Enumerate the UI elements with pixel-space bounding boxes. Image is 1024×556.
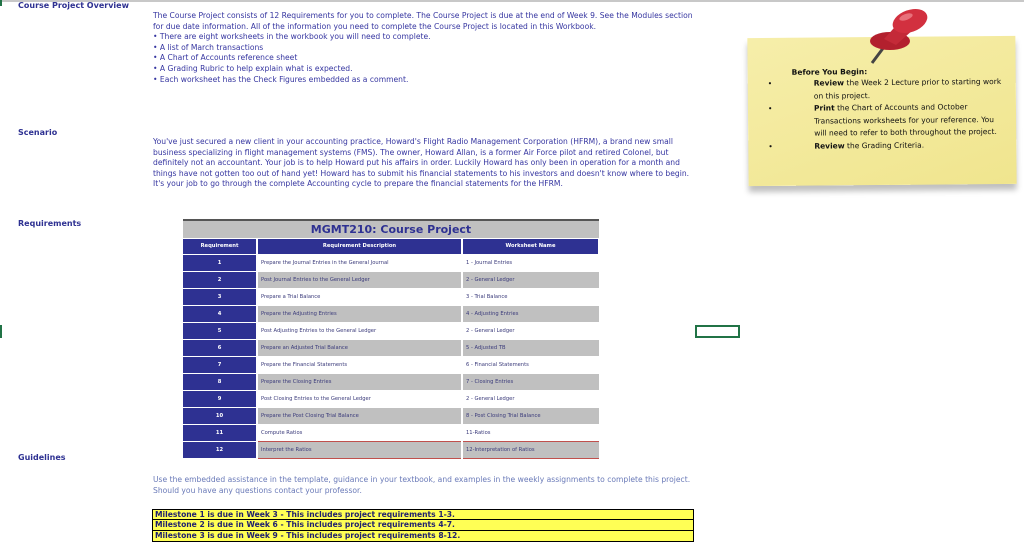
milestone-1[interactable]: Milestone 1 is due in Week 3 - This includes project requirements 1-3.: [153, 510, 693, 520]
requirement-description[interactable]: Prepare the Post Closing Trial Balance: [257, 407, 462, 424]
requirement-number[interactable]: 1: [183, 254, 257, 271]
requirement-number[interactable]: 11: [183, 424, 257, 441]
label-requirements: Requirements: [18, 219, 82, 228]
worksheet-name[interactable]: 6 - Financial Statements: [462, 356, 599, 373]
requirement-description[interactable]: Prepare an Adjusted Trial Balance: [257, 339, 462, 356]
note-item-bold: Review: [814, 140, 845, 151]
note-heading: Before You Begin:: [791, 67, 868, 77]
milestone-2[interactable]: Milestone 2 is due in Week 6 - This includes project requirements 4-7.: [153, 520, 693, 530]
table-row: [183, 271, 599, 288]
grid-top-border: [0, 0, 1024, 2]
requirements-table: [183, 219, 600, 459]
requirement-number[interactable]: 6: [183, 339, 257, 356]
worksheet-name[interactable]: 4 - Adjusting Entries: [462, 305, 599, 322]
requirement-number[interactable]: 3: [183, 288, 257, 305]
note-item-text: the Week 2 Lecture prior to starting work on this project.: [813, 76, 1002, 101]
worksheet-name[interactable]: 3 - Trial Balance: [462, 288, 599, 305]
table-row: [183, 322, 599, 339]
requirement-number[interactable]: 2: [183, 271, 257, 288]
table-row: [183, 305, 599, 322]
worksheet-name[interactable]: 1 - Journal Entries: [462, 254, 599, 271]
scenario-text: You've just secured a new client in your accounting practice, Howard's Flight Radio Management Corporation (HFRM), a brand new small business specializing in flight management systems (FMS). The owner, Howard Allan, is a former Air Force pilot and retired Colonel, but definitely not an accountant. Your job is to help Howard put his affairs in order. Luckily Howard has only been in operation for a month and things have not gotten too out of hand yet! Howard has to submit his financial statements to his investors and doesn't know where to begin. It's your job to go through the complete Accounting cycle to prepare the financial statements for the HFRM.: [153, 137, 690, 189]
requirement-description[interactable]: Compute Ratios: [257, 424, 462, 441]
requirement-description[interactable]: Post Journal Entries to the General Ledger: [257, 271, 462, 288]
overview-bullet: • There are eight worksheets in the workbook you will need to complete.: [153, 32, 698, 43]
requirement-description[interactable]: Interpret the Ratios: [257, 441, 462, 458]
note-item: [768, 76, 1003, 103]
requirement-number[interactable]: 10: [183, 407, 257, 424]
selected-cell[interactable]: [695, 325, 740, 338]
note-item-text: the Grading Criteria.: [844, 140, 925, 150]
label-overview: Course Project Overview: [18, 1, 129, 10]
overview-text: [153, 11, 698, 85]
requirement-number[interactable]: 4: [183, 305, 257, 322]
overview-bullet: • A Chart of Accounts reference sheet: [153, 53, 698, 64]
overview-bullet: • Each worksheet has the Check Figures embedded as a comment.: [153, 75, 698, 86]
label-guidelines: Guidelines: [18, 453, 66, 462]
worksheet-name[interactable]: 2 - General Ledger: [462, 271, 599, 288]
note-item: [768, 138, 1003, 153]
worksheet-name[interactable]: 12-Interpretation of Ratios: [462, 441, 599, 458]
worksheet-name[interactable]: 5 - Adjusted TB: [462, 339, 599, 356]
table-row: [183, 407, 599, 424]
worksheet-name[interactable]: 2 - General Ledger: [462, 322, 599, 339]
table-row: [183, 390, 599, 407]
label-scenario: Scenario: [18, 128, 58, 137]
note-item-bold: Review: [813, 78, 845, 88]
requirement-description[interactable]: Prepare a Trial Balance: [257, 288, 462, 305]
requirement-number[interactable]: 12: [183, 441, 257, 458]
requirement-number[interactable]: 5: [183, 322, 257, 339]
requirement-number[interactable]: 7: [183, 356, 257, 373]
note-item-text: the Chart of Accounts and October Transactions worksheets for your reference. You will need to refer to both throughout the project.: [814, 102, 997, 138]
table-row: [183, 356, 599, 373]
requirement-description[interactable]: Prepare the Financial Statements: [257, 356, 462, 373]
requirement-number[interactable]: 8: [183, 373, 257, 390]
table-row: [183, 441, 599, 458]
table-row: [183, 254, 599, 271]
requirement-number[interactable]: 9: [183, 390, 257, 407]
milestones-box: [152, 509, 694, 542]
note-item: [768, 101, 1003, 141]
header-requirement: Requirement: [183, 238, 257, 254]
header-worksheet: Worksheet Name: [462, 238, 599, 254]
row-marker: [0, 0, 2, 6]
overview-bullet: • A list of March transactions: [153, 43, 698, 54]
worksheet-name[interactable]: 11-Ratios: [462, 424, 599, 441]
worksheet-name[interactable]: 8 - Post Closing Trial Balance: [462, 407, 599, 424]
requirement-description[interactable]: Post Closing Entries to the General Ledger: [257, 390, 462, 407]
requirement-description[interactable]: Post Adjusting Entries to the General Ledger: [257, 322, 462, 339]
note-item-bold: Print: [813, 103, 835, 113]
guidelines-text: Use the embedded assistance in the template, guidance in your textbook, and examples in the weekly assignments to complete this project. Should you have any questions contact your professor.: [153, 475, 691, 495]
worksheet-name[interactable]: 7 - Closing Entries: [462, 373, 599, 390]
overview-bullet: • A Grading Rubric to help explain what is expected.: [153, 64, 698, 75]
table-row: [183, 373, 599, 390]
requirement-description[interactable]: Prepare the Closing Entries: [257, 373, 462, 390]
worksheet-name[interactable]: 2 - General Ledger: [462, 390, 599, 407]
table-row: [183, 288, 599, 305]
table-row: [183, 424, 599, 441]
table-title: MGMT210: Course Project: [183, 220, 599, 238]
requirement-description[interactable]: Prepare the Journal Entries in the General Journal: [257, 254, 462, 271]
overview-intro: The Course Project consists of 12 Requirements for you to complete. The Course Project is due at the end of Week 9. See the Modules section for due date information. All of the information you need to complete the Course Project is located in this Workbook.: [153, 11, 693, 31]
milestone-3[interactable]: Milestone 3 is due in Week 9 - This includes project requirements 8-12.: [155, 530, 461, 540]
pushpin-icon: [862, 5, 932, 67]
table-row: [183, 339, 599, 356]
requirement-description[interactable]: Prepare the Adjusting Entries: [257, 305, 462, 322]
header-description: Requirement Description: [257, 238, 462, 254]
row-marker: [0, 325, 2, 338]
